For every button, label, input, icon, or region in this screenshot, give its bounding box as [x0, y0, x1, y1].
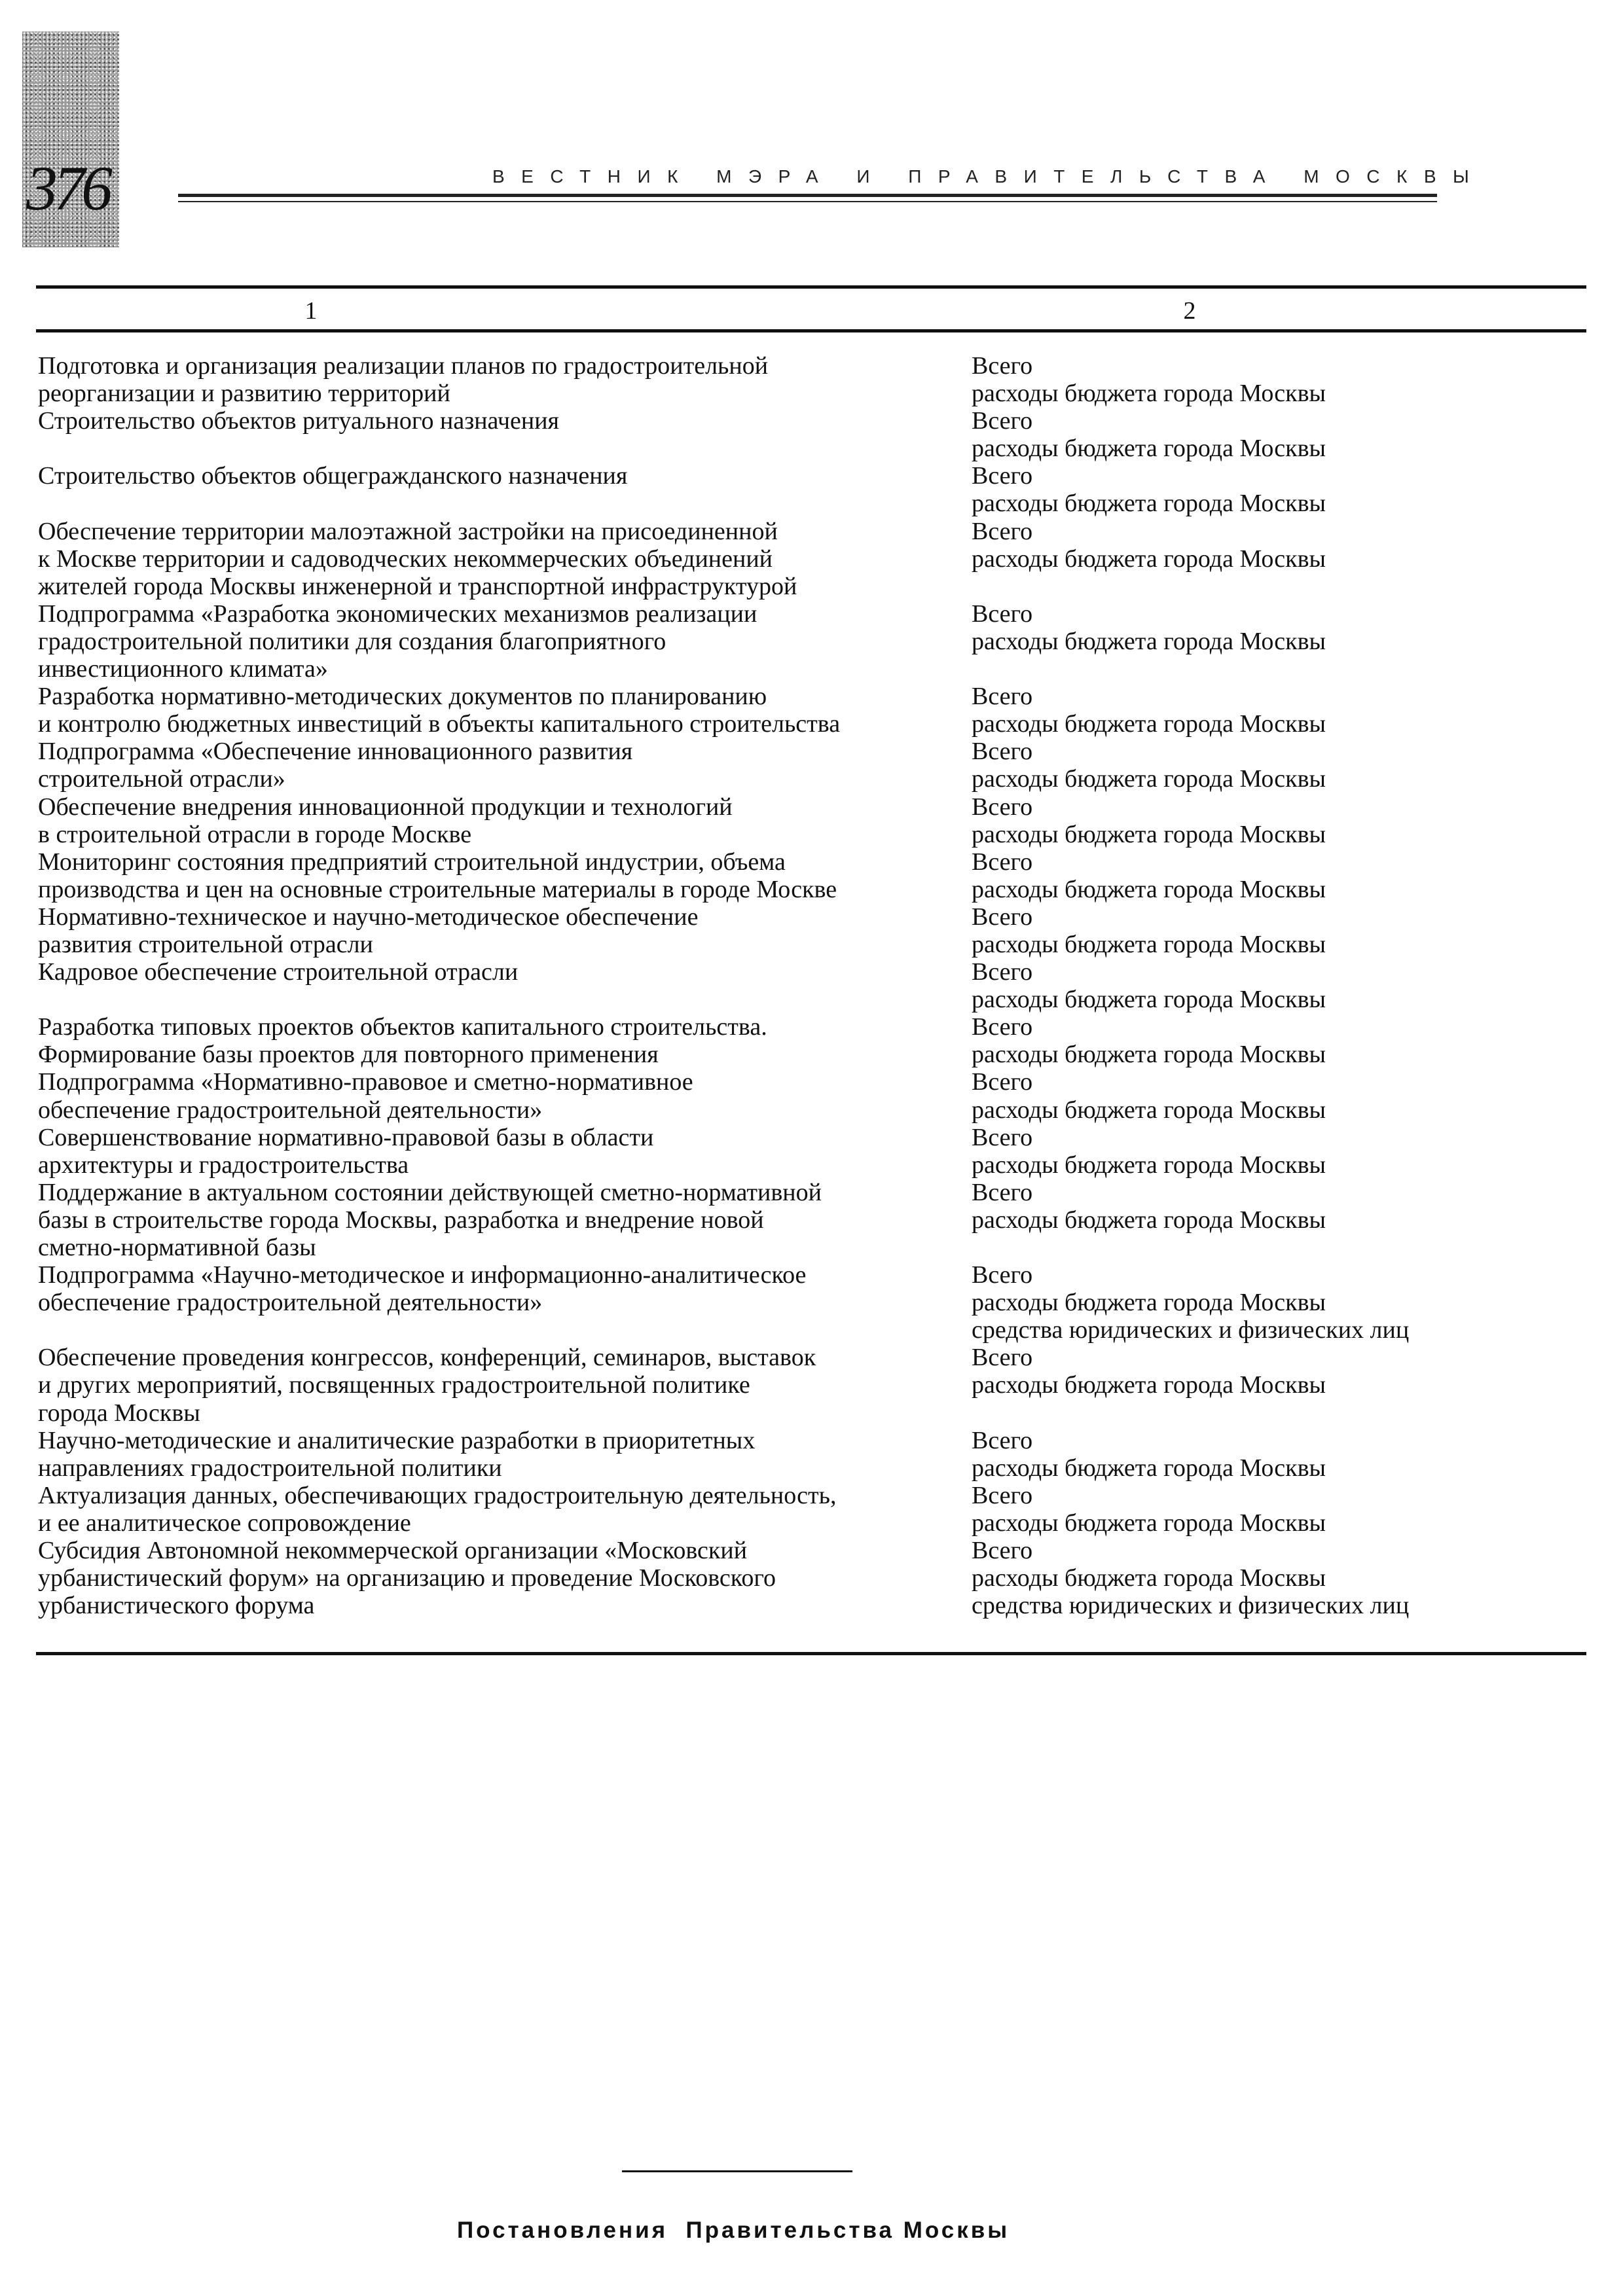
row-description-line: жителей города Москвы инженерной и транспортной инфраструктурой — [38, 572, 797, 600]
row-funding-line: Всего — [972, 1123, 1033, 1151]
table-top-rule — [36, 285, 1586, 289]
row-funding — [972, 600, 1577, 683]
row-funding-line: Всего — [972, 1481, 1033, 1509]
row-funding — [972, 1344, 1577, 1426]
row-description — [38, 1261, 972, 1344]
table-row — [38, 352, 1577, 407]
row-description-line: Актуализация данных, обеспечивающих градостроительную деятельность, — [38, 1481, 837, 1509]
row-funding-line: расходы бюджета города Москвы — [972, 1206, 1326, 1234]
row-description — [38, 518, 972, 600]
row-funding-line — [972, 573, 1577, 600]
row-description-line: инвестиционного климата» — [38, 655, 328, 683]
row-description-line: производства и цен на основные строительные материалы в городе Москве — [38, 875, 837, 903]
row-funding-line: Всего — [972, 848, 1033, 876]
row-description — [38, 738, 972, 793]
row-description-line — [38, 986, 972, 1013]
row-funding-line: Всего — [972, 1013, 1033, 1041]
row-description — [38, 1179, 972, 1261]
table-row — [38, 793, 1577, 848]
row-funding-line: расходы бюджета города Москвы — [972, 1564, 1326, 1592]
table-row — [38, 903, 1577, 958]
row-funding-line: Всего — [972, 793, 1033, 821]
table-row — [38, 958, 1577, 1013]
row-description-line — [38, 1316, 972, 1344]
row-description-line — [38, 490, 972, 517]
row-funding-line: Всего — [972, 1344, 1033, 1372]
row-description-line: Разработка нормативно-методических документов по планированию — [38, 683, 767, 711]
table-row — [38, 1537, 1577, 1619]
row-funding — [972, 738, 1577, 793]
row-funding-line: Всего — [972, 352, 1033, 380]
table-row — [38, 1179, 1577, 1261]
row-description-line: Совершенствование нормативно-правовой базы в области — [38, 1123, 654, 1151]
row-description — [38, 407, 972, 462]
table-row — [38, 1427, 1577, 1482]
row-funding-line: Всего — [972, 1537, 1033, 1565]
row-description-line: направлениях градостроительной политики — [38, 1454, 502, 1482]
page-number: 376 — [26, 153, 109, 223]
row-description-line: обеспечение градостроительной деятельности» — [38, 1289, 543, 1317]
row-funding — [972, 1179, 1577, 1261]
row-description-line: Обеспечение территории малоэтажной застройки на присоединенной — [38, 517, 778, 545]
program-table-body — [38, 352, 1577, 1619]
column-header-1: 1 — [304, 297, 318, 325]
row-funding-line — [972, 1399, 1577, 1427]
row-funding — [972, 407, 1577, 462]
row-description — [38, 352, 972, 407]
table-row — [38, 1482, 1577, 1537]
row-funding — [972, 518, 1577, 600]
row-description — [38, 903, 972, 958]
header-rule-thin — [178, 201, 1437, 202]
row-funding — [972, 1124, 1577, 1179]
table-row — [38, 1344, 1577, 1426]
row-description — [38, 1068, 972, 1123]
row-funding-line: расходы бюджета города Москвы — [972, 1371, 1326, 1399]
row-funding — [972, 903, 1577, 958]
row-funding-line: Всего — [972, 407, 1033, 435]
row-description — [38, 1537, 972, 1619]
row-funding-line: расходы бюджета города Москвы — [972, 1289, 1326, 1317]
row-description — [38, 462, 972, 517]
row-funding-line: Всего — [972, 600, 1033, 628]
table-row — [38, 848, 1577, 903]
table-row — [38, 1013, 1577, 1068]
row-funding-line: расходы бюджета города Москвы — [972, 820, 1326, 848]
table-bottom-rule — [36, 1652, 1586, 1655]
column-header-2: 2 — [1183, 297, 1196, 325]
row-description-line: Научно-методические и аналитические разработки в приоритетных — [38, 1426, 756, 1454]
row-funding-line: расходы бюджета города Москвы — [972, 380, 1326, 408]
row-description — [38, 848, 972, 903]
row-funding — [972, 1537, 1577, 1619]
row-funding — [972, 683, 1577, 738]
row-funding — [972, 958, 1577, 1013]
row-description — [38, 1124, 972, 1179]
row-funding-line: расходы бюджета города Москвы — [972, 627, 1326, 655]
row-description-line: Формирование базы проектов для повторного применения — [38, 1041, 659, 1069]
table-row — [38, 600, 1577, 683]
row-funding-line: расходы бюджета города Москвы — [972, 986, 1326, 1014]
row-funding-line: Всего — [972, 738, 1033, 766]
row-description-line: Подготовка и организация реализации планов по градостроительной — [38, 352, 769, 380]
row-description-line: сметно-нормативной базы — [38, 1234, 316, 1261]
row-funding-line: Всего — [972, 958, 1033, 986]
row-funding — [972, 1482, 1577, 1537]
row-description — [38, 1344, 972, 1426]
row-description-line: урбанистического форума — [38, 1592, 315, 1620]
row-description — [38, 793, 972, 848]
row-funding-line: средства юридических и физических лиц — [972, 1592, 1410, 1620]
row-funding — [972, 1261, 1577, 1344]
row-funding-line — [972, 1234, 1577, 1261]
row-funding-line: расходы бюджета города Москвы — [972, 435, 1326, 463]
row-description-line: Мониторинг состояния предприятий строительной индустрии, объема — [38, 848, 786, 876]
row-funding-line: Всего — [972, 1068, 1033, 1096]
row-description-line: Нормативно-техническое и научно-методическое обеспечение — [38, 903, 699, 931]
row-description-line: развития строительной отрасли — [38, 930, 373, 958]
row-description — [38, 1482, 972, 1537]
row-description-line: города Москвы — [38, 1399, 200, 1427]
row-description-line: архитектуры и градостроительства — [38, 1151, 409, 1179]
row-funding-line: Всего — [972, 517, 1033, 545]
row-description-line: Обеспечение проведения конгрессов, конференций, семинаров, выставок — [38, 1344, 816, 1372]
row-description — [38, 1013, 972, 1068]
row-funding-line: Всего — [972, 903, 1033, 931]
row-funding-line: расходы бюджета города Москвы — [972, 1509, 1326, 1537]
row-funding-line: Всего — [972, 1261, 1033, 1289]
row-description-line: Строительство объектов общегражданского назначения — [38, 462, 628, 490]
row-description-line: обеспечение градостроительной деятельности» — [38, 1096, 543, 1124]
row-description-line: строительной отрасли» — [38, 765, 285, 793]
row-funding-line: расходы бюджета города Москвы — [972, 930, 1326, 958]
row-description-line: Кадровое обеспечение строительной отрасли — [38, 958, 519, 986]
row-description-line: к Москве территории и садоводческих некоммерческих объединений — [38, 545, 773, 573]
row-funding-line: Всего — [972, 1426, 1033, 1454]
row-description-line: Строительство объектов ритуального назначения — [38, 407, 560, 435]
row-funding — [972, 1013, 1577, 1068]
row-funding — [972, 1068, 1577, 1123]
row-description — [38, 1427, 972, 1482]
row-description-line: урбанистический форум» на организацию и проведение Московского — [38, 1564, 776, 1592]
row-funding-line: расходы бюджета города Москвы — [972, 875, 1326, 903]
row-description-line: Подпрограмма «Нормативно-правовое и сметно-нормативное — [38, 1068, 693, 1096]
row-funding-line: расходы бюджета города Москвы — [972, 545, 1326, 573]
row-description-line: Подпрограмма «Научно-методическое и информационно-аналитическое — [38, 1261, 807, 1289]
row-funding-line: расходы бюджета города Москвы — [972, 765, 1326, 793]
row-funding-line — [972, 655, 1577, 683]
row-funding-line: расходы бюджета города Москвы — [972, 1041, 1326, 1069]
row-description — [38, 683, 972, 738]
row-description-line: и ее аналитическое сопровождение — [38, 1509, 411, 1537]
table-row — [38, 1068, 1577, 1123]
row-description — [38, 600, 972, 683]
table-row — [38, 683, 1577, 738]
row-description — [38, 958, 972, 1013]
journal-header-title: ВЕСТНИК МЭРА И ПРАВИТЕЛЬСТВА МОСКВЫ — [492, 166, 1486, 187]
row-funding-line: расходы бюджета города Москвы — [972, 1151, 1326, 1179]
table-row — [38, 407, 1577, 462]
row-funding-line: расходы бюджета города Москвы — [972, 1096, 1326, 1124]
row-funding — [972, 848, 1577, 903]
header-rule — [178, 194, 1437, 197]
table-row — [38, 738, 1577, 793]
table-row — [38, 462, 1577, 517]
table-row — [38, 1261, 1577, 1344]
row-funding — [972, 352, 1577, 407]
footer-rule — [622, 2170, 852, 2172]
row-funding — [972, 462, 1577, 517]
row-funding-line: Всего — [972, 462, 1033, 490]
row-description-line: реорганизации и развитию территорий — [38, 380, 450, 408]
row-funding-line: средства юридических и физических лиц — [972, 1316, 1410, 1344]
row-funding — [972, 793, 1577, 848]
row-description-line: Подпрограмма «Разработка экономических механизмов реализации — [38, 600, 757, 628]
row-description-line: и других мероприятий, посвященных градостроительной политике — [38, 1371, 750, 1399]
row-description-line: Разработка типовых проектов объектов капитального строительства. — [38, 1013, 767, 1041]
row-funding — [972, 1427, 1577, 1482]
row-description-line: Подпрограмма «Обеспечение инновационного развития — [38, 738, 633, 766]
table-row — [38, 518, 1577, 600]
row-funding-line: расходы бюджета города Москвы — [972, 1454, 1326, 1482]
row-funding-line: Всего — [972, 1178, 1033, 1206]
row-funding-line: Всего — [972, 683, 1033, 711]
row-description-line: градостроительной политики для создания благоприятного — [38, 627, 666, 655]
row-description-line: и контролю бюджетных инвестиций в объекты капитального строительства — [38, 710, 841, 738]
row-description-line: в строительной отрасли в городе Москве — [38, 820, 472, 848]
row-description-line — [38, 435, 972, 462]
row-funding-line: расходы бюджета города Москвы — [972, 490, 1326, 518]
row-description-line: базы в строительстве города Москвы, разработка и внедрение новой — [38, 1206, 764, 1234]
footer-title: Постановления Правительства Москвы — [457, 2217, 1010, 2243]
table-row — [38, 1124, 1577, 1179]
row-description-line: Обеспечение внедрения инновационной продукции и технологий — [38, 793, 733, 821]
row-funding-line: расходы бюджета города Москвы — [972, 710, 1326, 738]
table-header-rule — [36, 329, 1586, 332]
row-description-line: Поддержание в актуальном состоянии действующей сметно-нормативной — [38, 1178, 822, 1206]
row-description-line: Субсидия Автономной некоммерческой организации «Московский — [38, 1537, 748, 1565]
